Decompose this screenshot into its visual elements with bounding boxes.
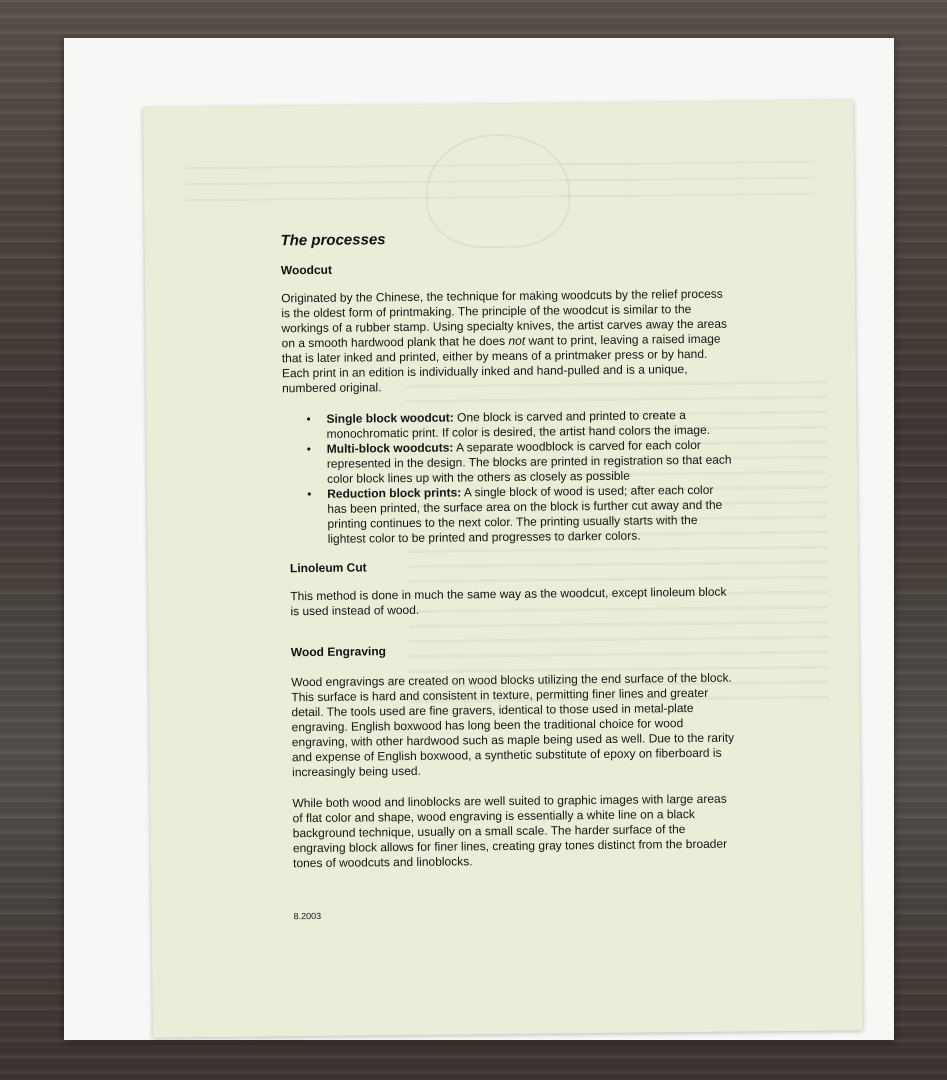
engraving-paragraph-1: Wood engravings are created on wood blocks utilizing the end surface of the block. This surface is hard and consistent in texture, permitting finer lines and greater detail. The tools used are fine gravers, identical to those used in metal-plate engraving. English boxwood has long been the traditional choice for wood engraving, with other hardwood such as maple being used as well. Due to the rarity and expense of English boxwood, a synthetic substitute of epoxy on fiberboard is increasingly being used. bbox=[291, 670, 735, 780]
document-content bbox=[280, 228, 737, 922]
linoleum-heading: Linoleum Cut bbox=[289, 560, 367, 576]
engraving-heading: Wood Engraving bbox=[290, 644, 387, 660]
linoleum-paragraph: This method is done in much the same way as the woodcut, except linoleum block is used instead of wood. bbox=[290, 584, 727, 619]
woodcut-paragraph: Originated by the Chinese, the technique for making woodcuts by the relief process is the oldest form of printmaking. The principle of the woodcut is similar to the workings of a rubber stamp. Using specialty knives, the artist carves away the areas on a smooth hardwood plank that he does not want to print, leaving a raised image that is later inked and printed, either by means of a printmaker press or by hand. Each print in an edition is individually inked and hand-pulled and is a unique, numbered original. bbox=[281, 286, 728, 396]
linoleum-section bbox=[290, 557, 738, 922]
woodcut-heading: Woodcut bbox=[280, 262, 333, 278]
list-item: • Single block woodcut: One block is carved and printed to create a monochromatic print. If color is desired, the artist hand colors the image. bbox=[306, 408, 711, 441]
list-item: • Reduction block prints: A single block of wood is used; after each color has been printed, the surface area on the block is further cut away and the printing continues to the next color. The printing usually starts with the lightest color to be printed and progresses to darker colors. bbox=[307, 482, 723, 546]
document-page bbox=[143, 100, 863, 1037]
engraving-paragraph-2: While both wood and linoblocks are well suited to graphic images with large areas of flat color and shape, wood engraving is essentially a white line on a black background technique, usually on a small scale. The harder surface of the engraving block allows for finer lines, creating gray tones distinct from the broader tones of woodcuts and linoblocks. bbox=[292, 791, 728, 871]
list-item: • Multi-block woodcuts: A separate woodblock is carved for each color represented in the design. The blocks are printed in registration so that each color block lines up with the others as closely as possible bbox=[306, 437, 732, 486]
date-footer: 8.2003 bbox=[293, 910, 322, 922]
document-title: The processes bbox=[280, 231, 386, 250]
show-through-letterhead bbox=[184, 161, 814, 216]
woodcut-types-list bbox=[306, 408, 733, 547]
